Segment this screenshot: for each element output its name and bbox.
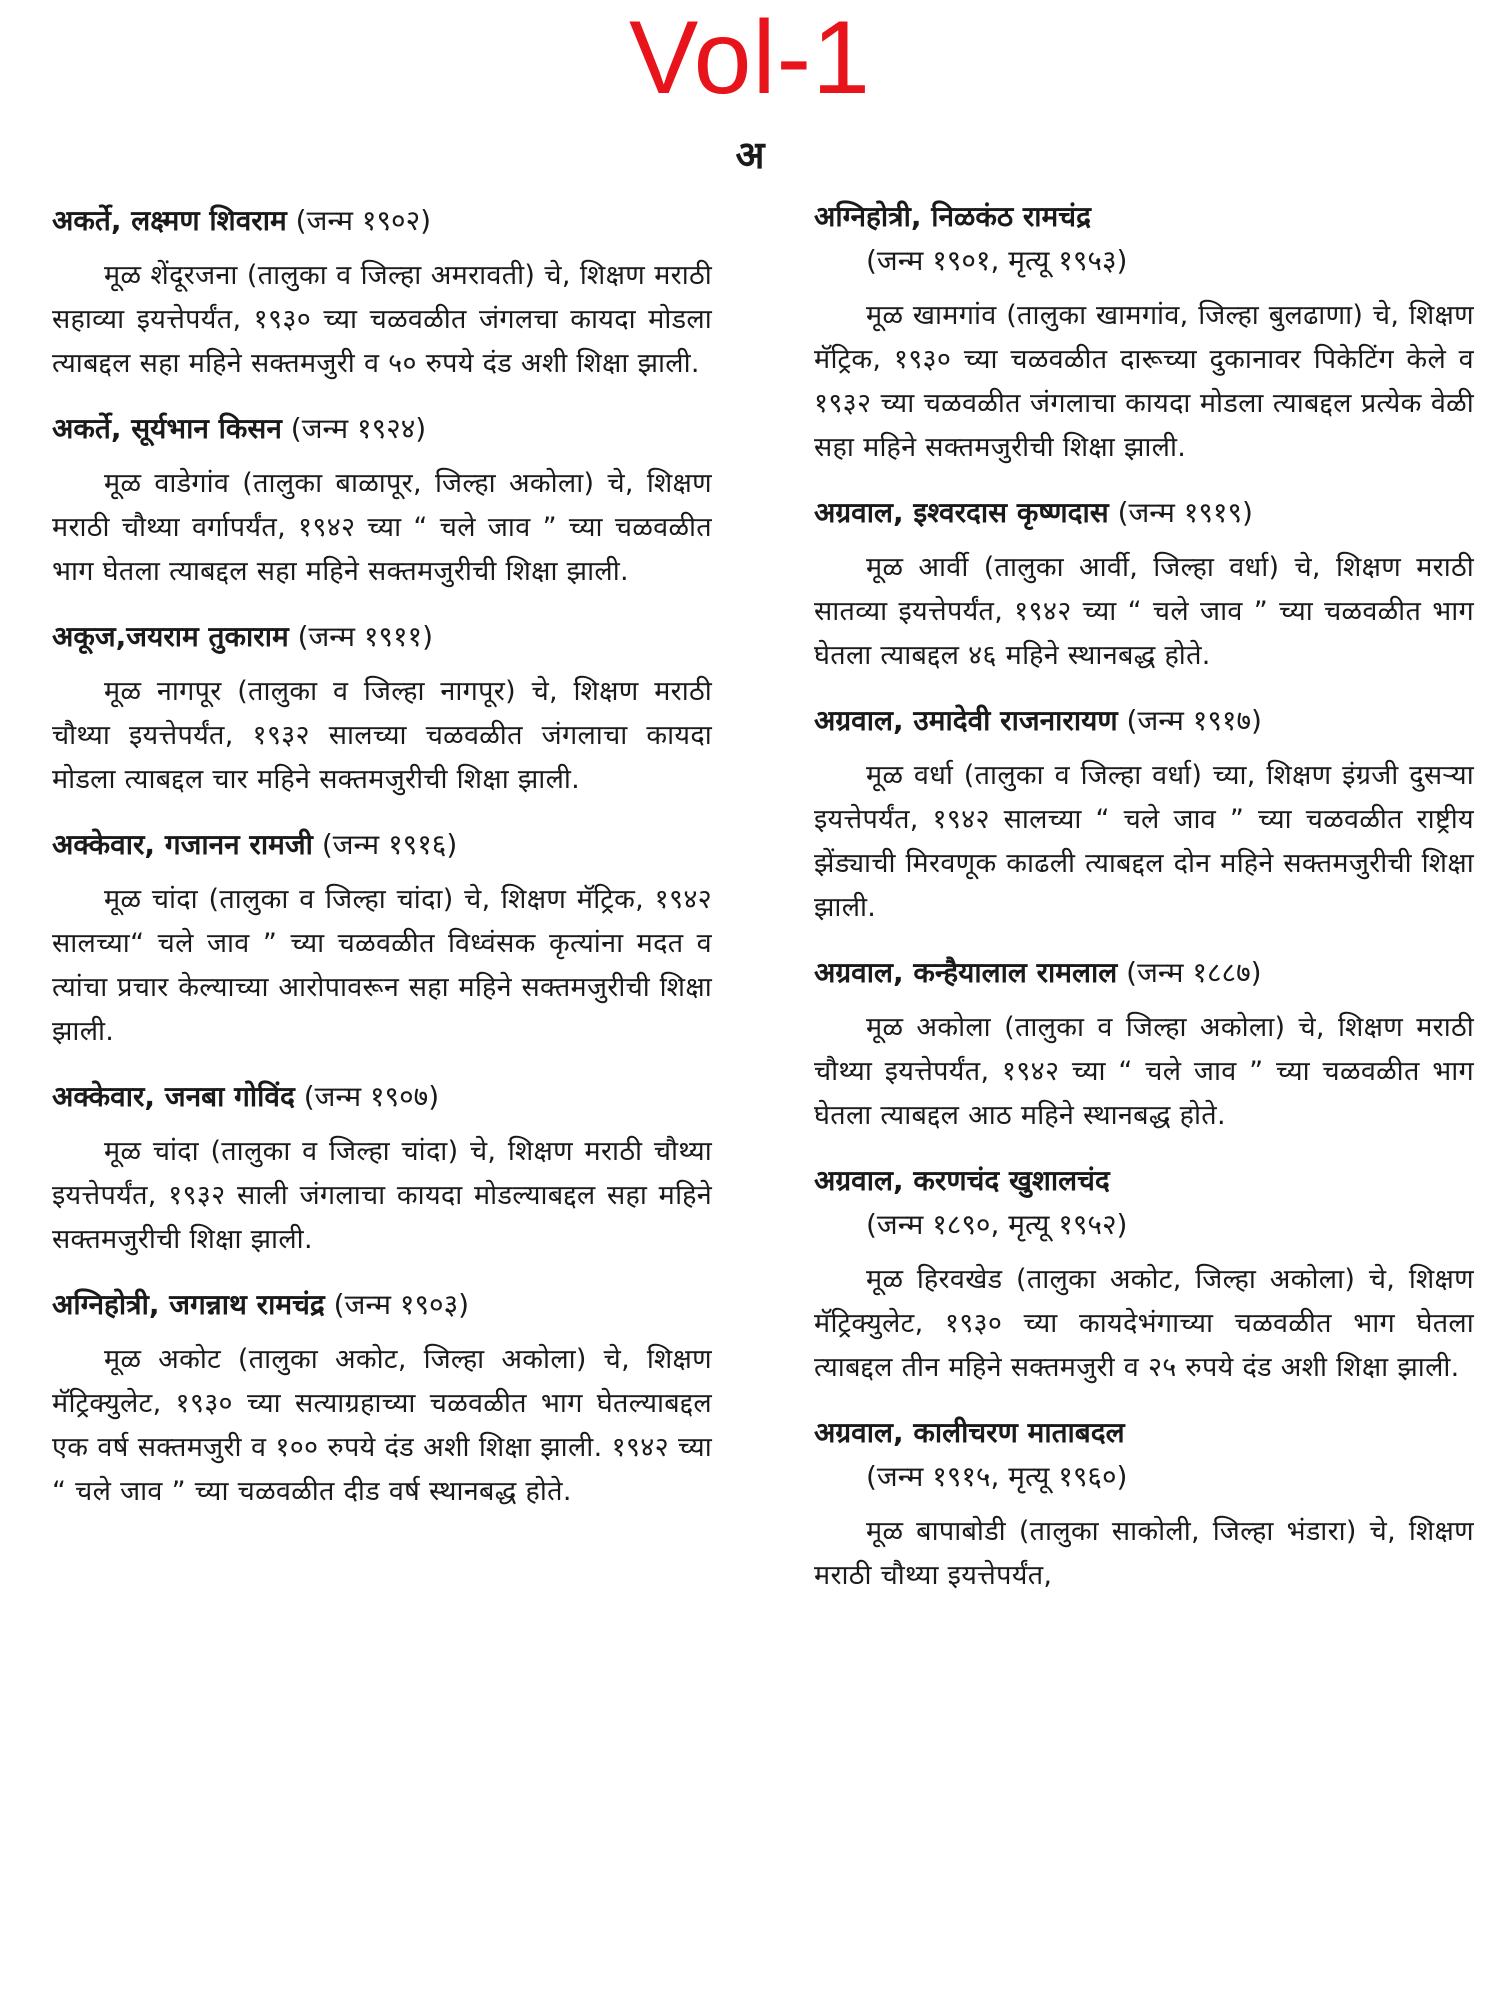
entry-dates: (जन्म १९१७) [1126,704,1262,737]
section-letter-heading: अ [735,133,765,177]
entry [52,200,712,386]
entry-text: मूळ शेंदूरजना (तालुका व जिल्हा अमरावती) चे, शिक्षण मराठी सहाव्या इयत्तेपर्यंत, १९३० च्या चळवळीत जंगलचा कायदा मोडला त्याबद्दल सहा महिने सक्तमजुरी व ५० रुपये दंड अशी शिक्षा झाली. [52,260,712,379]
entry [814,492,1474,678]
entry [52,824,712,1054]
entry-heading [52,408,712,450]
entry [52,616,712,802]
entry-text: मूळ खामगांव (तालुका खामगांव, जिल्हा बुलढाणा) चे, शिक्षण मॅट्रिक, १९३० च्या चळवळीत दारूच्या दुकानावर पिकेटिंग केले व १९३२ च्या चळवळीत जंगलाचा कायदा मोडला त्याबद्दल प्रत्येक वेळी सहा महिने सक्तमजुरीची शिक्षा झाली. [814,300,1474,463]
entry-name: अकूज,जयराम तुकाराम [52,620,289,653]
entry-text: मूळ नागपूर (तालुका व जिल्हा नागपूर) चे, शिक्षण मराठी चौथ्या इयत्तेपर्यंत, १९३२ सालच्या चळवळीत जंगलाचा कायदा मोडला त्याबद्दल चार महिने सक्तमजुरीची शिक्षा झाली. [52,676,712,795]
entry-heading [52,1076,712,1118]
entry-name: अग्रवाल, कन्हैयालाल रामलाल [814,956,1118,989]
entry [814,1412,1474,1598]
entry-dates: (जन्म १९०२) [295,204,432,237]
entry-name: अग्निहोत्री, जगन्नाथ रामचंद्र [52,1288,325,1321]
entry [52,1076,712,1262]
entry-text: मूळ आर्वी (तालुका आर्वी, जिल्हा वर्धा) चे, शिक्षण मराठी सातव्या इयत्तेपर्यंत, १९४२ च्या “ चले जाव ” च्या चळवळीत भाग घेतला त्याबद्दल ४६ महिने स्थानबद्ध होते. [814,552,1474,671]
entry-dates: (जन्म १८९०, मृत्यू १९५२) [866,1208,1128,1241]
entry-name: अक्केवार, गजानन रामजी [52,828,313,861]
entry-dates: (जन्म १९१९) [1117,496,1253,529]
volume-title: Vol-1 [628,0,872,116]
entry-name: अग्रवाल, इश्वरदास कृष्णदास [814,496,1109,529]
entry-name: अग्रवाल, कालीचरण माताबदल [814,1416,1125,1449]
entry-heading [52,824,712,866]
entry-text: मूळ अकोला (तालुका व जिल्हा अकोला) चे, शिक्षण मराठी चौथ्या इयत्तेपर्यंत, १९४२ च्या “ चले जाव ” च्या चळवळीत भाग घेतला त्याबद्दल आठ महिने स्थानबद्ध होते. [814,1012,1474,1131]
entry-text: मूळ चांदा (तालुका व जिल्हा चांदा) चे, शिक्षण मराठी चौथ्या इयत्तेपर्यंत, १९३२ साली जंगलाचा कायदा मोडल्याबद्दल सहा महिने सक्तमजुरीची शिक्षा झाली. [52,1136,712,1255]
entry-heading [814,1412,1474,1454]
entry-heading [52,1284,712,1326]
entry-heading [814,952,1474,994]
right-column [814,196,1474,1620]
entry-heading [814,1160,1474,1202]
entry-name: अक्केवार, जनबा गोविंद [52,1080,295,1113]
entry-heading [814,196,1474,238]
entry [814,196,1474,470]
entry-name: अकर्ते, सूर्यभान किसन [52,412,282,445]
entry [814,700,1474,930]
entry-dates: (जन्म १९१५, मृत्यू १९६०) [866,1460,1128,1493]
entry-heading [814,700,1474,742]
left-column [52,200,712,1536]
entry-text: मूळ हिरवखेड (तालुका अकोट, जिल्हा अकोला) चे, शिक्षण मॅट्रिक्युलेट, १९३० च्या कायदेभंगाच्या चळवळीत भाग घेतला त्याबद्दल तीन महिने सक्तमजुरी व २५ रुपये दंड अशी शिक्षा झाली. [814,1264,1474,1383]
entry-text: मूळ अकोट (तालुका अकोट, जिल्हा अकोला) चे, शिक्षण मॅट्रिक्युलेट, १९३० च्या सत्याग्रहाच्या चळवळीत भाग घेतल्याबद्दल एक वर्ष सक्तमजुरी व १०० रुपये दंड अशी शिक्षा झाली. १९४२ च्या “ चले जाव ” च्या चळवळीत दीड वर्ष स्थानबद्ध होते. [52,1344,712,1507]
entry-name: अकर्ते, लक्ष्मण शिवराम [52,204,287,237]
entry-dates: (जन्म १८८७) [1126,956,1262,989]
entry [814,952,1474,1138]
entry-heading [52,616,712,658]
entry-dates: (जन्म १९१६) [321,828,458,861]
entry-dates: (जन्म १९११) [297,620,434,653]
entry-heading [814,492,1474,534]
entry-dates: (जन्म १९२४) [290,412,427,445]
entry [814,1160,1474,1390]
entry-dates: (जन्म १९०७) [303,1080,440,1113]
entry [52,408,712,594]
entry-text: मूळ चांदा (तालुका व जिल्हा चांदा) चे, शिक्षण मॅट्रिक, १९४२ सालच्या“ चले जाव ” च्या चळवळीत विध्वंसक कृत्यांना मदत व त्यांचा प्रचार केल्याच्या आरोपावरून सहा महिने सक्तमजुरीची शिक्षा झाली. [52,884,712,1047]
entry-dates: (जन्म १९०३) [333,1288,470,1321]
entry-text: मूळ वर्धा (तालुका व जिल्हा वर्धा) च्या, शिक्षण इंग्रजी दुसऱ्या इयत्तेपर्यंत, १९४२ सालच्या “ चले जाव ” च्या चळवळीत राष्ट्रीय झेंड्याची मिरवणूक काढली त्याबद्दल दोन महिने सक्तमजुरीची शिक्षा झाली. [814,760,1474,923]
entry-dates: (जन्म १९०१, मृत्यू १९५३) [866,244,1128,277]
entry-heading [52,200,712,242]
entry-text: मूळ वाडेगांव (तालुका बाळापूर, जिल्हा अकोला) चे, शिक्षण मराठी चौथ्या वर्गापर्यंत, १९४२ च्या “ चले जाव ” च्या चळवळीत भाग घेतला त्याबद्दल सहा महिने सक्तमजुरीची शिक्षा झाली. [52,468,712,587]
entry-text: मूळ बापाबोडी (तालुका साकोली, जिल्हा भंडारा) चे, शिक्षण मराठी चौथ्या इयत्तेपर्यंत, [814,1516,1474,1591]
entry-name: अग्निहोत्री, निळकंठ रामचंद्र [814,200,1091,233]
entry-name: अग्रवाल, करणचंद खुशालचंद [814,1164,1110,1197]
entry [52,1284,712,1514]
entry-name: अग्रवाल, उमादेवी राजनारायण [814,704,1118,737]
